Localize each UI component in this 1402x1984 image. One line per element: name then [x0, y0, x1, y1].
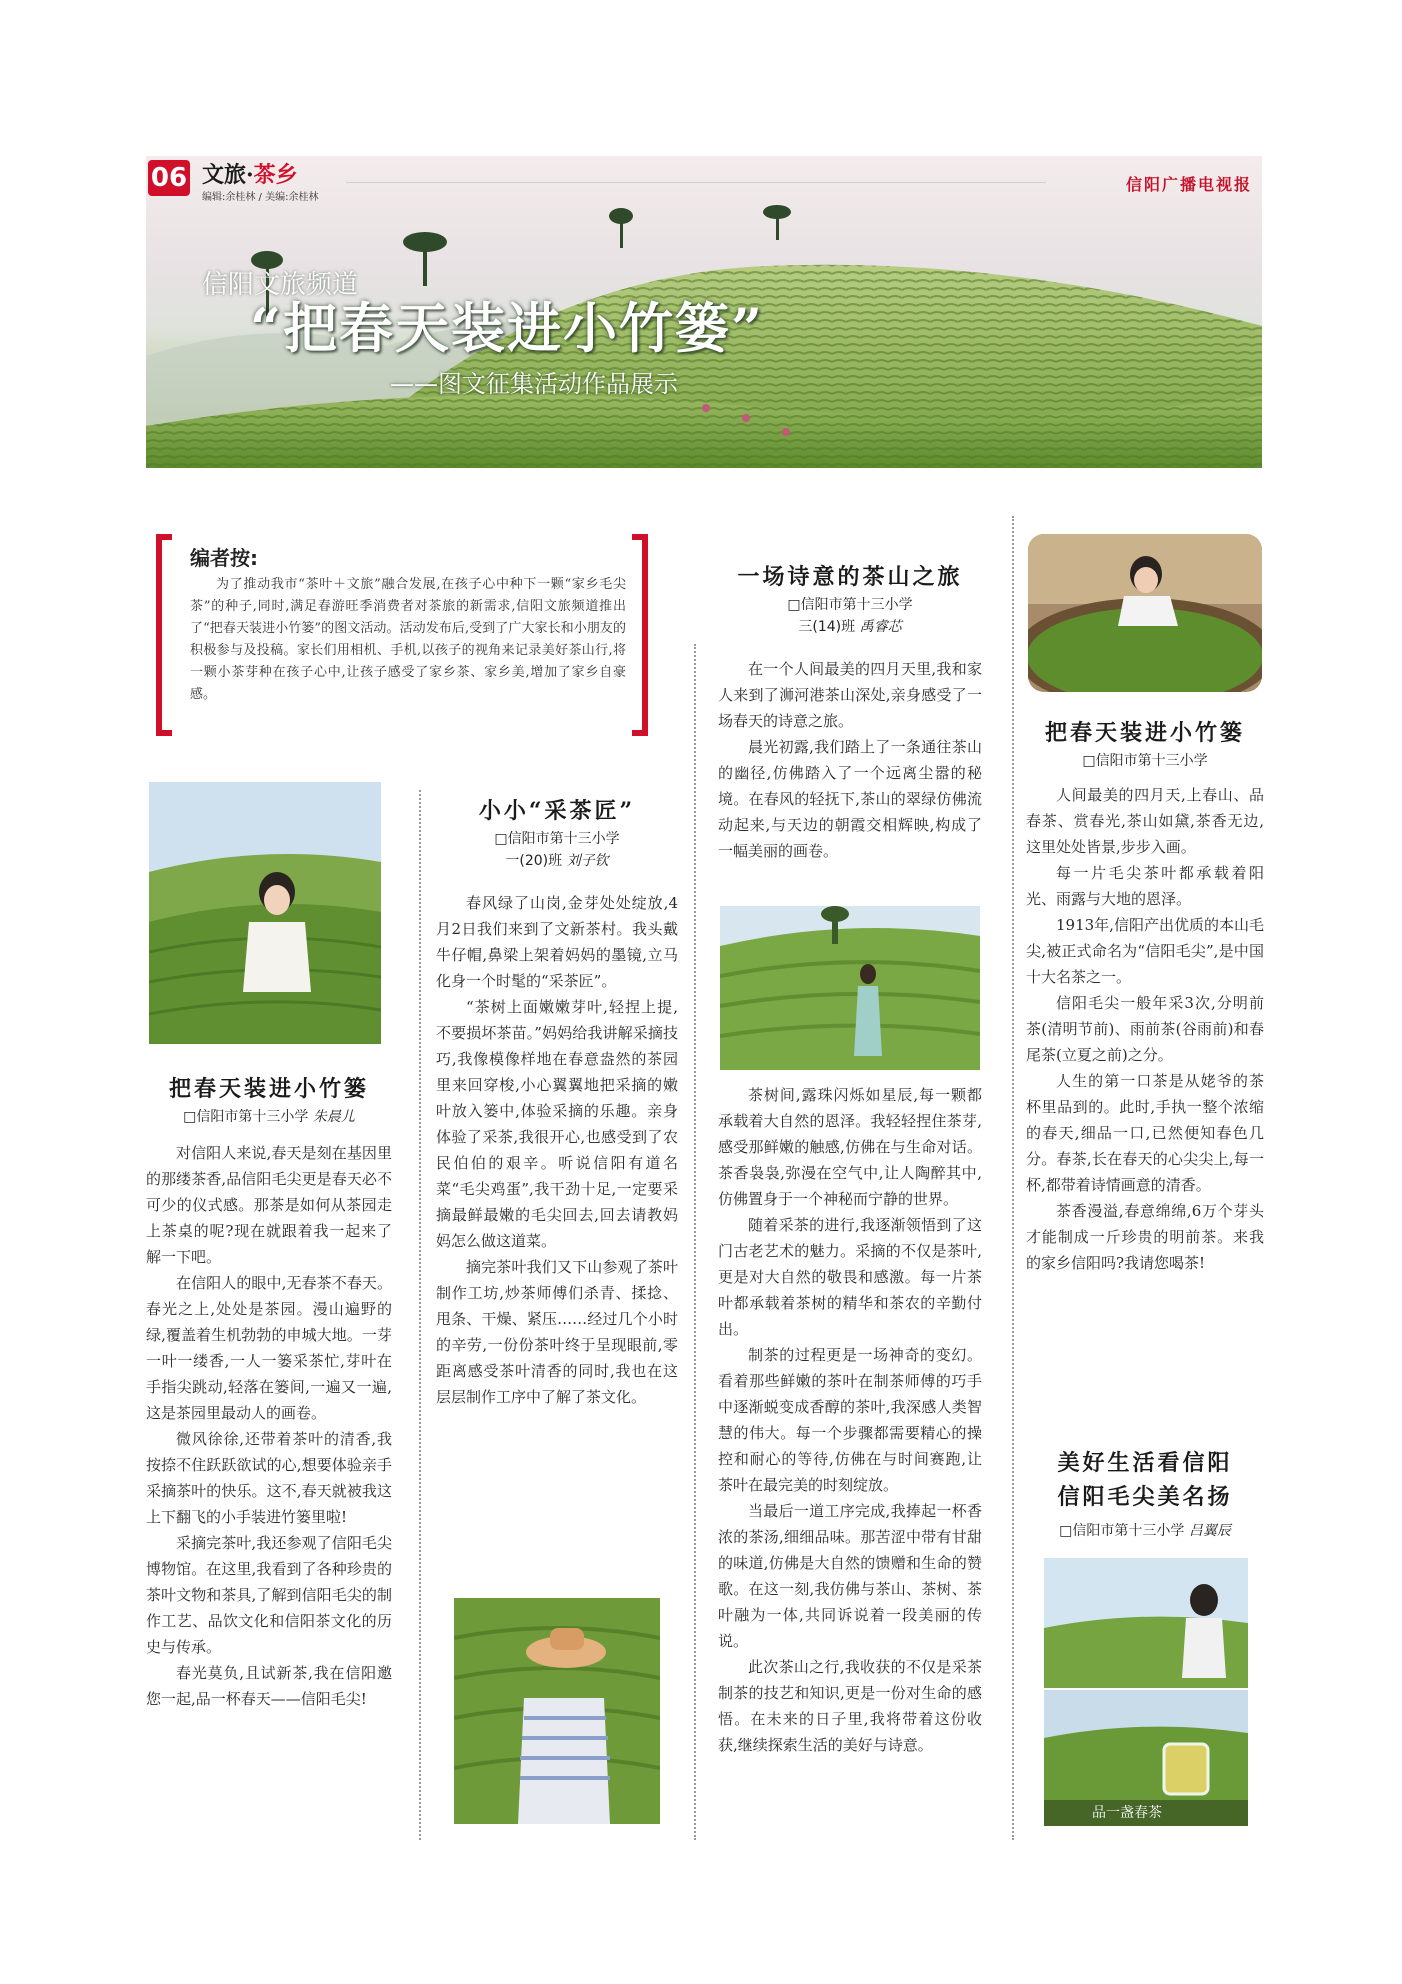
page-subtitle: ——图文征集活动作品展示 — [390, 370, 678, 398]
paragraph: 摘完茶叶我们又下山参观了茶叶制作工坊,炒茶师傅们杀青、揉捻、甩条、干燥、紧压……经过几个小时的辛劳,一份份茶叶终于呈现眼前,零距离感受茶叶清香的同时,我也在这层层制作工序中了解了茶文化。 — [436, 1258, 678, 1406]
paragraph: 信阳毛尖一般年采3次,分明前茶(清明节前)、雨前茶(谷雨前)和春尾茶(立夏之前)之分。 — [1026, 994, 1264, 1064]
photo-boy-with-hat — [454, 1598, 660, 1824]
header-rule — [346, 182, 1046, 183]
paragraph: 采摘完茶叶,我还参观了信阳毛尖博物馆。在这里,我看到了各种珍贵的茶叶文物和茶具,了解到信阳毛尖的制作工艺、品饮文化和信阳茶文化的历史与传承。 — [146, 1534, 392, 1656]
bracket-left — [156, 534, 172, 736]
channel-name: 信阳文旅频道 — [202, 270, 359, 300]
paragraph: 每一片毛尖茶叶都承载着阳光、雨露与大地的恩泽。 — [1026, 864, 1264, 908]
section-label-b: 茶乡 — [253, 162, 298, 188]
column-separator — [419, 790, 421, 1840]
byline-class: 三(14)班 — [798, 619, 856, 635]
editor-credits: 编辑:余桂林 / 美编:余桂林 — [202, 192, 319, 203]
article-5-byline — [1026, 1520, 1264, 1542]
article-4-byline — [1026, 750, 1264, 772]
photo-girl-in-tea-field — [720, 906, 980, 1070]
byline-school: □信阳市第十三小学 — [494, 831, 620, 847]
article-1-body — [146, 1140, 392, 1712]
header-banner — [146, 156, 1262, 468]
paragraph: 微风徐徐,还带着茶叶的清香,我按捺不住跃跃欲试的心,想要体验亲手采摘茶叶的快乐。这不,春天就被我这上下翻飞的小手装进竹篓里啦! — [146, 1430, 392, 1526]
article-3-byline — [718, 594, 982, 638]
article-2-body — [436, 890, 678, 1410]
newspaper-name: 信阳广播电视报 — [1125, 175, 1252, 194]
byline-school: □信阳市第十三小学 — [1082, 753, 1208, 769]
paragraph: 在信阳人的眼中,无春茶不春天。春光之上,处处是茶园。漫山遍野的绿,覆盖着生机勃勃的申城大地。一芽一叶一缕香,一人一篓采茶忙,芽叶在手指尖跳动,轻落在篓间,一遍又一遍,这是茶园里最动人的画卷。 — [146, 1274, 392, 1422]
article-5-title-line-1: 美好生活看信阳 — [1057, 1450, 1233, 1476]
byline-author: 刘子钦 — [566, 853, 609, 869]
byline-school: □信阳市第十三小学 — [787, 597, 913, 613]
paragraph: 此次茶山之行,我收获的不仅是采茶制茶的技艺和知识,更是一份对生命的感悟。在未来的日子里,我将带着这份收获,继续探索生活的美好与诗意。 — [718, 1658, 982, 1754]
byline-author: 朱晨儿 — [312, 1109, 355, 1125]
article-3-body-top — [718, 656, 982, 864]
editor-note — [156, 534, 648, 726]
byline-author: 吕翼辰 — [1188, 1523, 1231, 1539]
paragraph: 茶香漫溢,春意绵绵,6万个芽头才能制成一斤珍贵的明前茶。来我的家乡信阳吗?我请您喝茶! — [1026, 1202, 1264, 1272]
byline-school: □信阳市第十三小学 — [183, 1109, 309, 1125]
article-5-title — [1026, 1446, 1264, 1514]
article-2-title: 小小“采茶匠” — [478, 798, 636, 824]
paragraph: 人间最美的四月天,上春山、品春茶、赏春光,茶山如黛,茶香无边,这里处处皆景,步步入画。 — [1026, 786, 1264, 856]
article-3-title: 一场诗意的茶山之旅 — [737, 564, 963, 590]
photo-collage-boy-and-tea-cup — [1044, 1558, 1248, 1826]
photo-caption: 品一盏春茶 — [1092, 1805, 1162, 1821]
paragraph: “茶树上面嫩嫩芽叶,轻捏上提,不要损坏茶苗。”妈妈给我讲解采摘技巧,我像模像样地在春意盎然的茶园里来回穿梭,小心翼翼地把采摘的嫩叶放入篓中,体验采摘的乐趣。亲身体验了采茶,我很开心,也感受到了农民伯伯的艰辛。听说信阳有道名菜“毛尖鸡蛋”,我干劲十足,一定要采摘最鲜最嫩的毛尖回去,回去请教妈妈怎么做这道菜。 — [436, 998, 678, 1250]
paragraph: 人生的第一口茶是从姥爷的茶杯里品到的。此时,手执一整个浓缩的春天,细品一口,已然便知春色几分。春茶,长在春天的心尖尖上,每一杯,都带着诗情画意的清香。 — [1026, 1072, 1264, 1194]
paragraph: 对信阳人来说,春天是刻在基因里的那缕茶香,品信阳毛尖更是春天必不可少的仪式感。那茶是如何从茶园走上茶桌的呢?现在就跟着我一起来了解一下吧。 — [146, 1144, 392, 1266]
editor-note-body: 为了推动我市“茶叶＋文旅”融合发展,在孩子心中种下一颗“家乡毛尖茶”的种子,同时,满足春游旺季消费者对茶旅的新需求,信阳文旅频道推出了“把春天装进小竹篓”的图文活动。活动发布后,受到了广大家长和小朋友的积极参与及投稿。家长们用相机、手机,以孩子的视角来记录美好茶山行,将一颗小茶芽种在孩子心中,让孩子感受了家乡茶、家乡美,增加了家乡自豪感。 — [190, 577, 626, 702]
photo-boy-with-tea-basket — [1028, 534, 1262, 692]
paragraph: 制茶的过程更是一场神奇的变幻。看着那些鲜嫩的茶叶在制茶师傅的巧手中逐渐蜕变成香醇的茶叶,我深感人类智慧的伟大。每一个步骤都需要精心的操控和耐心的等待,仿佛在与时间赛跑,让茶叶在最完美的时刻绽放。 — [718, 1346, 982, 1494]
page-number-badge: 06 — [148, 160, 190, 196]
article-2-byline — [436, 828, 678, 872]
bracket-right — [632, 534, 648, 736]
byline-class: 一(20)班 — [505, 853, 563, 869]
paragraph: 春风绿了山岗,金芽处处绽放,4月2日我们来到了文新茶村。我头戴牛仔帽,鼻梁上架着妈妈的墨镜,立马化身一个时髦的“采茶匠”。 — [436, 894, 678, 990]
paragraph: 随着采茶的进行,我逐渐领悟到了这门古老艺术的魅力。采摘的不仅是茶叶,更是对大自然的敬畏和感激。每一片茶叶都承载着茶树的精华和茶农的辛勤付出。 — [718, 1216, 982, 1338]
paragraph: 茶树间,露珠闪烁如星辰,每一颗都承载着大自然的恩泽。我轻轻捏住茶芽,感受那鲜嫩的触感,仿佛在与生命对话。茶香袅袅,弥漫在空气中,让人陶醉其中,仿佛置身于一个神秘而宁静的世界。 — [718, 1086, 982, 1208]
article-3-body-bottom — [718, 1082, 982, 1758]
article-4-body — [1026, 782, 1264, 1276]
article-1-byline — [146, 1106, 392, 1128]
section-label-a: 文旅· — [202, 162, 254, 188]
paragraph: 春光莫负,且试新茶,我在信阳邀您一起,品一杯春天——信阳毛尖! — [146, 1664, 392, 1708]
editor-note-heading: 编者按: — [190, 546, 258, 570]
section-label — [202, 158, 298, 189]
article-5-title-line-2: 信阳毛尖美名扬 — [1057, 1484, 1233, 1510]
column-separator — [694, 644, 696, 1840]
article-4-title: 把春天装进小竹篓 — [1044, 720, 1245, 746]
paragraph: 晨光初露,我们踏上了一条通往茶山的幽径,仿佛踏入了一个远离尘嚣的秘境。在春风的轻抚下,茶山的翠绿仿佛流动起来,与天边的朝霞交相辉映,构成了一幅美丽的画卷。 — [718, 738, 982, 860]
article-1-title: 把春天装进小竹篓 — [168, 1076, 369, 1102]
byline-school: □信阳市第十三小学 — [1059, 1523, 1185, 1539]
paragraph: 在一个人间最美的四月天里,我和家人来到了浉河港茶山深处,亲身感受了一场春天的诗意之旅。 — [718, 660, 982, 730]
paragraph: 当最后一道工序完成,我捧起一杯香浓的茶汤,细细品味。那苦涩中带有甘甜的味道,仿佛是大自然的馈赠和生命的赞歌。在这一刻,我仿佛与茶山、茶树、茶叶融为一体,共同诉说着一段美丽的传说。 — [718, 1502, 982, 1650]
photo-girl-picking-tea — [149, 782, 381, 1044]
byline-author: 禹睿芯 — [859, 619, 902, 635]
page-title: “把春天装进小竹篓” — [250, 296, 765, 360]
column-separator — [1012, 516, 1014, 1840]
paragraph: 1913年,信阳产出优质的本山毛尖,被正式命名为“信阳毛尖”,是中国十大名茶之一。 — [1026, 916, 1264, 986]
